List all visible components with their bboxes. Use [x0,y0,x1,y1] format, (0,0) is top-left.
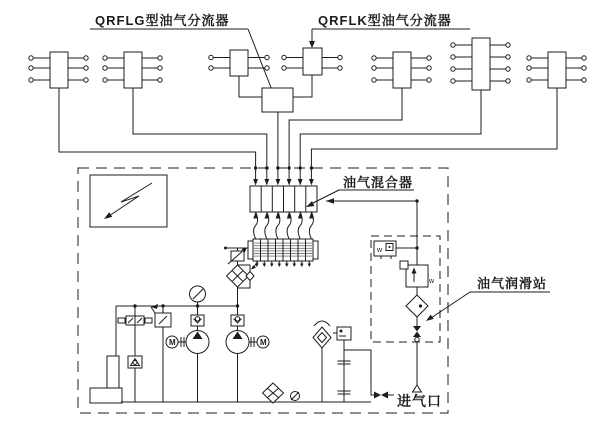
mixer-label: 油气混合器 [343,175,414,190]
oil-tank [90,356,122,403]
qrflk-arrow-icon [309,41,315,48]
relief-valve-branch [151,304,171,402]
level-switch [337,327,351,340]
distributor-block-7 [527,52,586,88]
distributor-block-5 [372,52,431,88]
air-flow-arrow-icon [326,198,334,204]
air-regulator [400,261,435,295]
drain-valve [291,392,300,401]
distributor-block-2 [103,52,162,88]
distributor-block-4 [282,48,342,75]
solenoid-valve-branch [118,306,152,402]
cooler [263,383,284,403]
pump-manifold [116,304,239,356]
station-leader-line [431,292,470,318]
oil-air-mixer [250,186,317,212]
distributor-block-6 [451,38,510,90]
air-inlet-label: 进气口 [397,393,442,409]
breather-column [313,321,331,402]
air-drain-valve [413,317,421,385]
distributor-block-3 [209,50,269,76]
level-switch-column [333,327,351,402]
air-pressure-switch [374,241,417,259]
pressure-gauge [190,286,206,306]
central-distributor [239,75,312,112]
air-intake-triangle-icon [413,385,422,392]
regulator-spring-letter: w [429,278,435,285]
check-valve-1 [191,315,204,326]
pressure-switch-letter: w [377,247,383,254]
feeder-arrow-icons [253,212,313,219]
breather-cap-icon [314,321,330,326]
mixer-callout [306,175,414,207]
check-unit [128,356,142,368]
station-arrow-icon [426,315,434,321]
motor-2-letter: M [260,338,267,347]
qrflk-label: QRFLK型油气分流器 [318,13,452,28]
check-valve-2 [231,315,244,326]
station-callout [426,276,550,321]
bottom-line [121,383,371,403]
oil-filter [227,265,249,287]
motor-1-letter: M [169,338,176,347]
station-label: 油气润滑站 [477,276,548,291]
pump-unit-1 [166,306,209,402]
inlet-valve-icon [374,392,381,399]
mixer-feed-lines [59,88,557,186]
solenoid-pin-left [118,318,125,323]
solenoid-pin-right [145,318,152,323]
pump-unit-2 [226,306,269,402]
bypass-check-icon [246,272,254,281]
qrflk-callout [309,13,470,48]
air-supply-line [326,198,419,265]
feeder-curves [254,212,314,239]
qrflg-label: QRFLG型油气分流器 [95,13,230,28]
air-filter [406,295,428,317]
feed-arrow-icons [253,179,314,186]
feeder-outlet-ticks [255,261,311,267]
progressive-feeder [248,212,318,270]
distributor-block-1 [29,52,88,88]
air-inlet-branch [344,350,394,399]
electric-control-box [90,175,167,227]
